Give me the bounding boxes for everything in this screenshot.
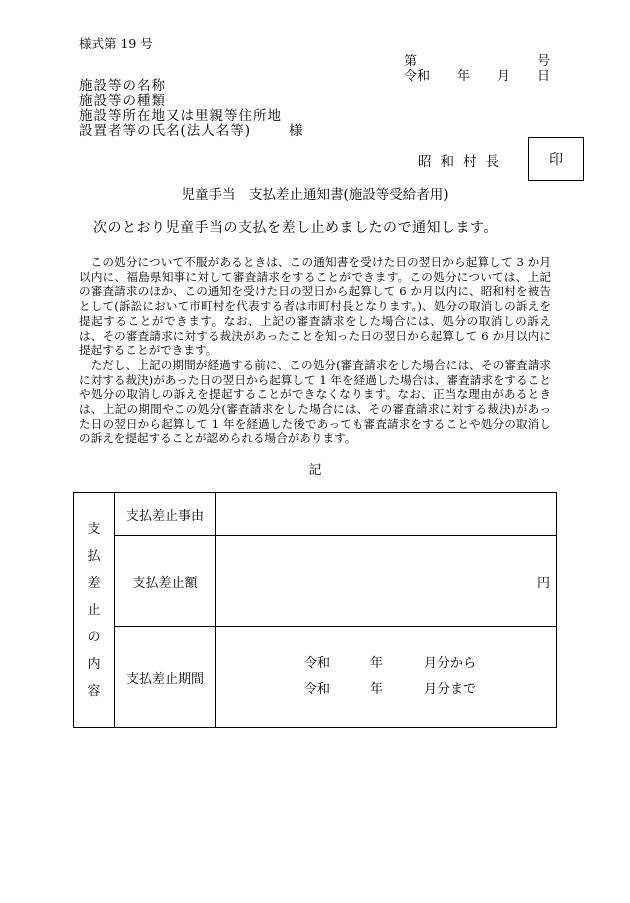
facility-type-label: 施設等の種類 xyxy=(79,93,166,109)
amount-unit: 円 xyxy=(536,575,550,591)
reason-label: 支払差止事由 xyxy=(115,493,216,536)
founder-name-row xyxy=(79,124,304,139)
mayor-title: 昭和村長 xyxy=(418,154,508,170)
reason-value xyxy=(216,493,557,536)
ki-heading: 記 xyxy=(308,463,322,478)
seal-box xyxy=(528,137,584,181)
period-to-era: 令和 xyxy=(304,682,331,697)
document-title: 児童手当 支払差止通知書(施設等受給者用) xyxy=(181,187,449,203)
addressee-block xyxy=(79,79,304,139)
period-from-suffix: 月分から xyxy=(424,656,477,671)
facility-name-label: 施設等の名称 xyxy=(79,78,166,94)
period-from-era: 令和 xyxy=(304,656,331,671)
date-year: 年 xyxy=(456,69,470,84)
period-value xyxy=(216,627,557,728)
period-from xyxy=(216,651,556,677)
vertical-header xyxy=(74,493,115,728)
facility-address-label: 施設等所在地又は里親等住所地 xyxy=(79,108,282,124)
period-to xyxy=(216,677,556,703)
vertical-char: 差 xyxy=(87,575,101,591)
vertical-char: 支 xyxy=(87,521,101,537)
amount-value xyxy=(216,536,557,627)
lead-sentence: 次のとおり児童手当の支払を差し止めましたので通知します。 xyxy=(93,220,498,236)
vertical-char: 払 xyxy=(87,548,101,564)
issue-date xyxy=(404,65,550,84)
notice-paragraph-1: この処分について不服があるときは、この通知書を受けた日の翌日から起算して 3 か月以内に、福島県知事に対して審査請求をすることができます。この処分については、上記の審査請求のほか、この通知を受けた日の翌日から起算して 6 か月以内に、昭和村を被告として(訴訟において市町村を代表する者は市町村長となります。)、処分の取消しの訴えを提起することができます。なお、上記の審査請求をした場合には、処分の取消しの訴えは、その審査請求に対する裁決があったことを知った日の翌日から起算して 6 か月以内に提起することができます。 xyxy=(79,255,551,358)
form-number: 様式第 19 号 xyxy=(79,36,153,51)
vertical-char: 容 xyxy=(87,683,101,699)
appeal-notice xyxy=(79,255,551,446)
number-suffix: 号 xyxy=(536,54,550,69)
honorific: 様 xyxy=(289,123,304,139)
period-to-year: 年 xyxy=(370,682,384,697)
date-month: 月 xyxy=(496,69,510,84)
vertical-char: 内 xyxy=(87,656,101,672)
vertical-char: の xyxy=(87,629,101,645)
number-prefix: 第 xyxy=(404,54,418,69)
suspension-details-table xyxy=(73,492,557,728)
period-from-year: 年 xyxy=(370,656,384,671)
seal-label: 印 xyxy=(549,152,563,168)
period-label: 支払差止期間 xyxy=(115,627,216,728)
notice-paragraph-2: ただし、上記の期間が経過する前に、この処分(審査請求をした場合には、その審査請求に対する裁決)があった日の翌日から起算して 1 年を経過した場合は、審査請求をすることや処分の取消しの訴えを提起することができなくなります。なお、正当な理由があるときは、上記の期間やこの処分(審査請求をした場合には、その審査請求に対する裁決)があった日の翌日から起算して 1 年を経過した後であっても審査請求をすることや処分の取消しの訴えを提起することが認められる場合があります。 xyxy=(79,357,551,446)
period-to-suffix: 月分まで xyxy=(424,682,477,697)
founder-name-label: 設置者等の氏名(法人名等) xyxy=(79,123,252,139)
date-era: 令和 xyxy=(404,69,431,84)
date-day: 日 xyxy=(536,69,550,84)
vertical-char: 止 xyxy=(87,602,101,618)
amount-label: 支払差止額 xyxy=(115,536,216,627)
